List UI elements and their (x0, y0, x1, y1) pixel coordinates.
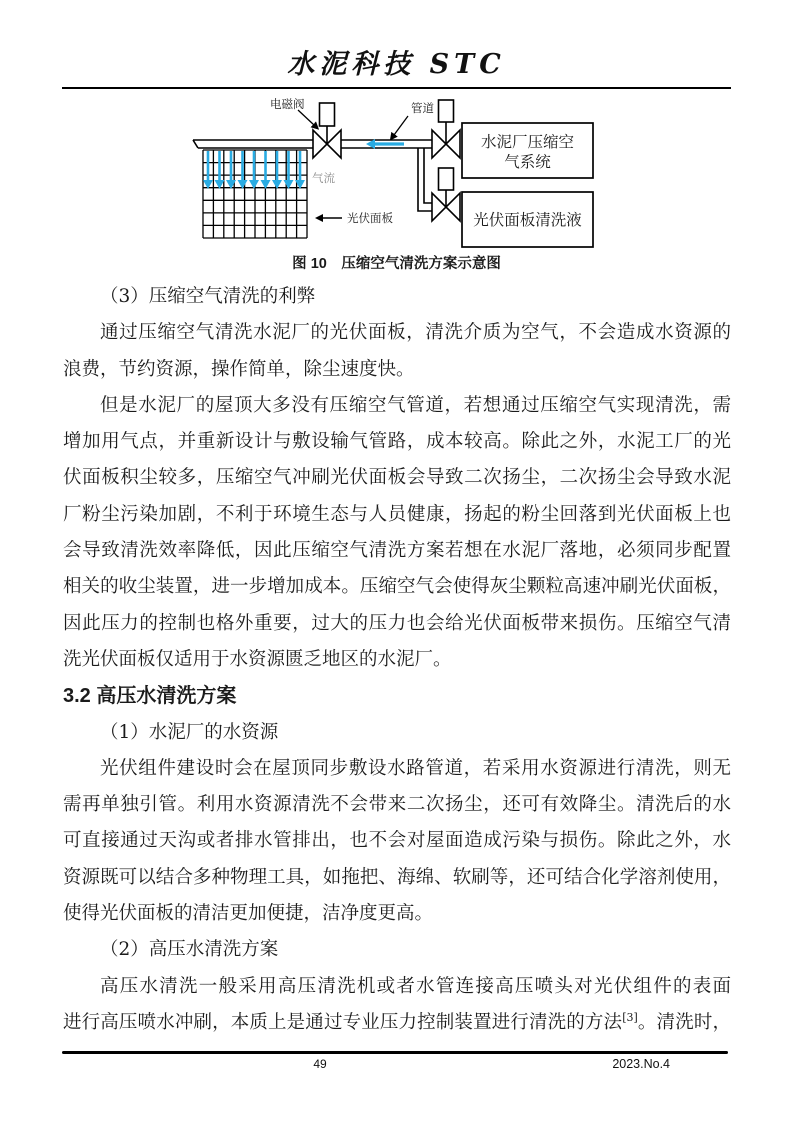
pipe-pointer-line (394, 116, 408, 135)
text-line: （3）压缩空气清洗的利弊 (100, 286, 316, 307)
header-rule (62, 87, 731, 89)
pipe-label: 管道 (411, 103, 434, 115)
text-line: 相关的收尘装置，进一步增加成本。压缩空气会使得灰尘颗粒高速冲刷光伏面板， (63, 576, 731, 598)
text-line: 高压水清洗一般采用高压清洗机或者水管连接高压喷头对光伏组件的表面 (100, 975, 731, 997)
text-line: 伏面板积尘较多，压缩空气冲刷光伏面板会导致二次扬尘，二次扬尘会导致水泥 (63, 467, 731, 489)
issue-number: 2023.No.4 (612, 1057, 670, 1071)
pv-panel-label: 光伏面板 (347, 213, 393, 225)
text-line: 增加用气点，并重新设计与敷设输气管路，成本较高。除此之外，水泥工厂的光 (63, 431, 731, 453)
text-line: （1）水泥厂的水资源 (100, 721, 279, 743)
airflow-label: 气流 (312, 173, 335, 185)
text-line: 可直接通过天沟或者排水管排出，也不会对屋面造成污染与损伤。除此之外，水 (63, 830, 731, 852)
text-line: 资源既可以结合多种物理工具，如拖把、海绵、软刷等，还可结合化学溶剂使用， (63, 866, 731, 888)
section-heading: 3.2 高压水清洗方案 (63, 685, 237, 708)
cleaning-liquid-box-label: 光伏面板清洗液 (473, 212, 582, 229)
figure-diagram (190, 95, 602, 252)
text-line: 通过压缩空气清洗水泥厂的光伏面板，清洗介质为空气，不会造成水资源的 (100, 322, 731, 344)
text-line: 进行高压喷水冲刷，本质上是通过专业压力控制装置进行清洗的方法[3]。清洗时， (63, 1010, 731, 1033)
body-text-block (63, 279, 731, 1041)
valve-symbol-bottom (432, 168, 460, 221)
solenoid-valve-pointer-line (298, 110, 314, 125)
compressed-air-box-label-line2: 气系统 (504, 154, 551, 171)
text-line: （2）高压水清洗方案 (100, 939, 279, 961)
text-line: 光伏组件建设时会在屋顶同步敷设水路管道，若采用水资源进行清洗，则无 (100, 757, 731, 779)
text-line: 使得光伏面板的清洁更加便捷，洁净度更高。 (63, 903, 434, 925)
text-line: 会导致清洗效率降低，因此压缩空气清洗方案若想在水泥厂落地，必须同步配置 (63, 540, 731, 562)
journal-header-title: 水泥科技 STC (287, 49, 506, 80)
figure-caption: 图 10 压缩空气清洗方案示意图 (292, 256, 501, 272)
text-line: 但是水泥厂的屋顶大多没有压缩空气管道，若想通过压缩空气实现清洗，需 (100, 394, 731, 416)
spray-manifold-pipe (193, 140, 313, 148)
solenoid-valve-label: 电磁阀 (270, 99, 305, 111)
branch-pipe (418, 148, 432, 211)
text-line: 需再单独引管。利用水资源清洗不会带来二次扬尘，还可有效降尘。清洗后的水 (63, 794, 731, 816)
solenoid-valve-symbol (313, 103, 341, 158)
valve-symbol-top (432, 100, 460, 158)
text-line: 因此压力的控制也格外重要，过大的压力也会给光伏面板带来损伤。压缩空气清 (63, 612, 731, 634)
text-line: 厂粉尘污染加剧，不利于环境生态与人员健康，扬起的粉尘回落到光伏面板上也 (63, 503, 731, 525)
footer-rule (62, 1051, 728, 1054)
text-line: 浪费，节约资源，操作简单，除尘速度快。 (63, 358, 415, 380)
page-number: 49 (313, 1057, 327, 1071)
compressed-air-box-label-line1: 水泥厂压缩空 (480, 134, 575, 151)
text-line: 洗光伏面板仅适用于水资源匮乏地区的水泥厂。 (63, 648, 452, 670)
